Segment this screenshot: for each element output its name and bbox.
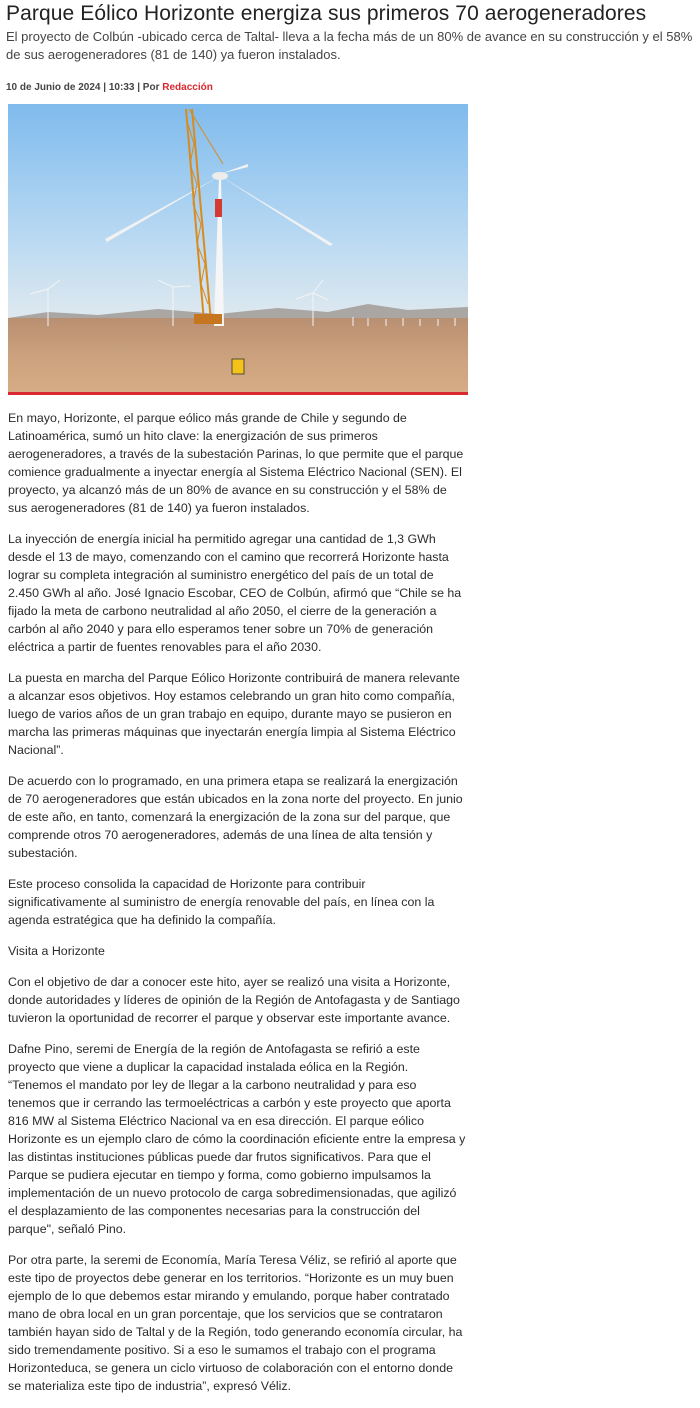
paragraph: Con el objetivo de dar a conocer este hito, ayer se realizó una visita a Horizonte, donde autoridades y líderes de opinión de la Región de Antofagasta y de Santiago tuvieron la oportunidad de recorrer el parque y observar este importante avance. [8,975,460,1025]
article-meta [6,82,213,93]
article-photo [8,104,468,395]
section-heading: Visita a Horizonte [8,944,105,958]
wind-turbine-photo [8,104,468,395]
byline-prefix: Por [142,82,163,93]
paragraph: La puesta en marcha del Parque Eólico Horizonte contribuirá de manera relevante a alcanzar esos objetivos. Hoy estamos celebrando un gran hito como compañía, luego de varios años de un gran trabajo en equipo, durante mayo se pusieron en marcha las primeras máquinas que inyectarán energía limpia al Sistema Eléctrico Nacional”. [8,671,460,757]
sky [8,104,468,319]
meta-separator: | [134,82,143,93]
paragraph: La inyección de energía inicial ha permitido agregar una cantidad de 1,3 GWh desde el 13 de mayo, comenzando con el camino que recorrerá Horizonte hasta lograr su completa integración al suministro energético del país de un total de 2.450 GWh al año. José Ignacio Escobar, CEO de Colbún, afirmó que “Chile se ha fijado la meta de carbono neutralidad al año 2050, el cierre de la generación a carbón al año 2040 y para ello esperamos tener sobre un 70% de generación eléctrica a partir de fuentes renovables para el año 2030. [8,532,462,654]
paragraph: Dafne Pino, seremi de Energía de la región de Antofagasta se refirió a este proyecto que viene a duplicar la capacidad instalada eólica en la Región. “Tenemos el mandato por ley de llegar a la carbono neutralidad y para eso tenemos que ir cerrando las termoeléctricas a carbón y este proyecto que aporta 816 MW al Sistema Eléctrico Nacional va en esa dirección. El parque eólico Horizonte es un ejemplo claro de cómo la coordinación eficiente entre la empresa y las distintas instituciones públicas puede dar frutos significativos. Para que el Parque se pudiera ejecutar en tiempo y forma, como gobierno impulsamos la implementación de un nuevo protocolo de carga sobredimensionadas, que agilizó el desplazamiento de las componentes necesarias para la construcción del parque", señaló Pino. [8,1042,466,1236]
article-body [8,409,466,1408]
photo-red-border [8,392,468,395]
article-lead: El proyecto de Colbún -ubicado cerca de Taltal- lleva a la fecha más de un 80% de avance en su construcción y el 58% de sus aerogeneradores (81 de 140) ya fueron instalados. [6,29,693,62]
warning-sign [232,359,244,374]
article-title: Parque Eólico Horizonte energiza sus primeros 70 aerogeneradores [6,2,647,25]
paragraph: Este proceso consolida la capacidad de Horizonte para contribuir significativamente al suministro de energía renovable del país, en línea con la agenda estratégica que ha definido la compañía. [8,877,435,927]
publish-time: 10:33 [108,82,135,93]
crane-base [194,314,222,324]
author-link[interactable]: Redacción [162,82,213,93]
meta-separator: | [100,82,109,93]
paragraph: De acuerdo con lo programado, en una primera etapa se realizará la energización de 70 aerogeneradores que están ubicados en la zona norte del proyecto. En junio de este año, en tanto, comenzará la energización de la zona sur del parque, que comprende otros 70 aerogeneradores, además de una línea de alta tensión y subestación. [8,774,463,860]
paragraph: En mayo, Horizonte, el parque eólico más grande de Chile y segundo de Latinoamérica, sumó un hito clave: la energización de sus primeros aerogeneradores, a través de la subestación Parinas, lo que permite que el parque comience gradualmente a inyectar energía al Sistema Eléctrico Nacional (SEN). El proyecto, ya alcanzó más de un 80% de avance en su construcción y el 58% de sus aerogeneradores (81 de 140) ya fueron instalados. [8,411,464,515]
desert-ground [8,318,468,395]
publish-date: 10 de Junio de 2024 [6,82,101,93]
paragraph: Por otra parte, la seremi de Economía, María Teresa Véliz, se refirió al aporte que este tipo de proyectos debe generar en los territorios. “Horizonte es un muy buen ejemplo de lo que debemos estar mirando y emulando, porque haber contratado mano de obra local en un gran porcentaje, que los servicios que se contrataron también hayan sido de Taltal y de la Región, todo generando economía circular, ha sido tremendamente positivo. Si a eso le sumamos el trabajo con el programa Horizonteduca, se genera un ciclo virtuoso de colaboración con el entorno donde se materializa este tipo de industria”, expresó Véliz. [8,1253,463,1393]
